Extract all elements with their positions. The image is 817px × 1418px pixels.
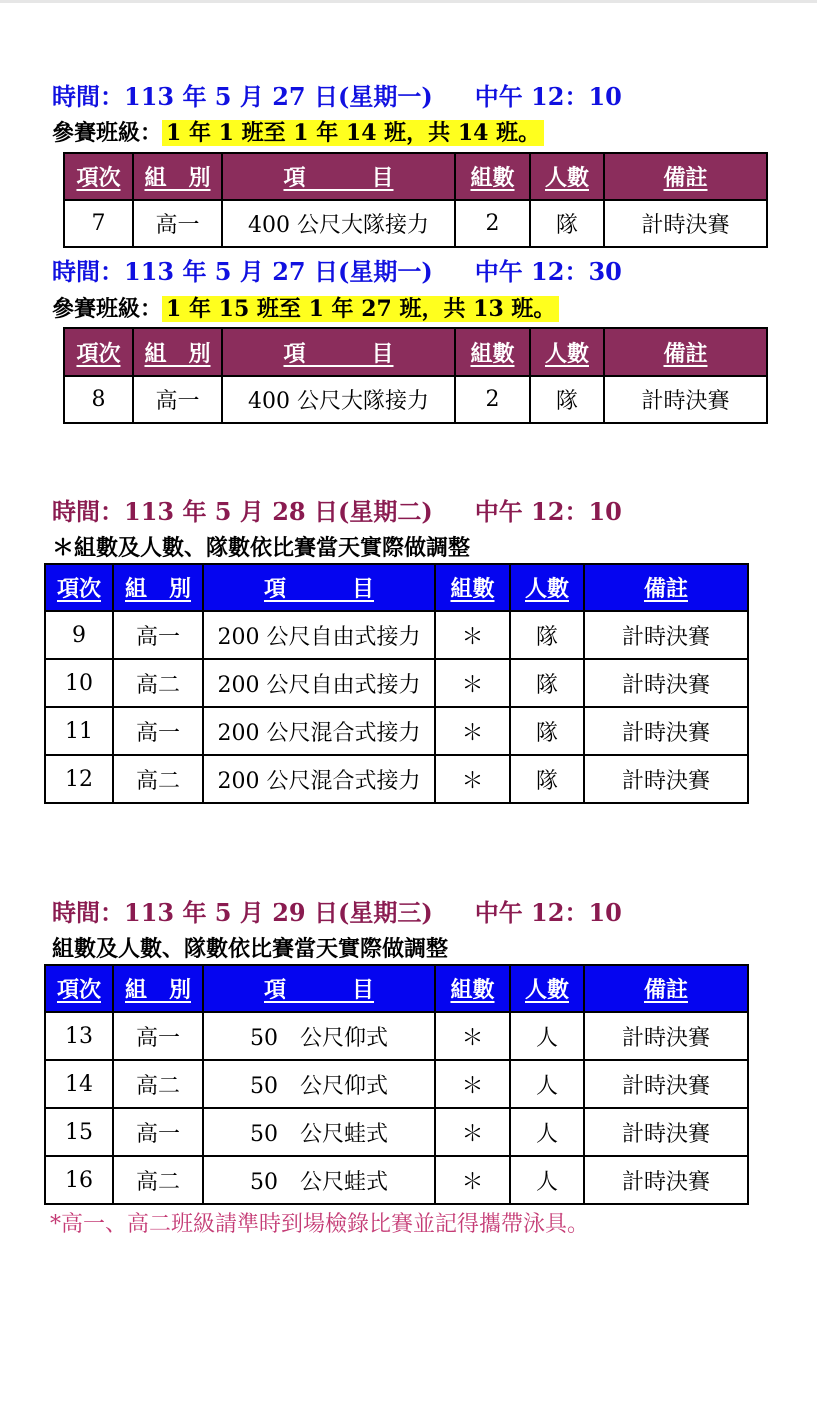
table-cell: 人 — [510, 1012, 584, 1060]
section2-time-heading — [52, 257, 622, 287]
table-cell: 50 公尺蛙式 — [203, 1108, 435, 1156]
table-cell: 200 公尺自由式接力 — [203, 611, 435, 659]
table-row — [64, 200, 767, 247]
table-row — [45, 707, 748, 755]
section4-time: 時間：113 年 5 月 29 日(星期三) — [52, 898, 433, 927]
section1-noon: 中午 12：10 — [474, 82, 622, 111]
table-cell: 計時決賽 — [584, 611, 748, 659]
table-cell: 200 公尺混合式接力 — [203, 707, 435, 755]
table-header-row — [45, 564, 748, 611]
footer-note: *高一、高二班級請準時到場檢錄比賽並記得攜帶泳具。 — [50, 1212, 590, 1237]
header-cell: 組數 — [455, 153, 530, 200]
table-cell: ＊ — [435, 1012, 510, 1060]
header-cell: 組數 — [435, 564, 510, 611]
section3-time-heading — [52, 497, 622, 527]
table-cell: 2 — [455, 376, 530, 423]
table-row — [45, 755, 748, 803]
table-cell: 200 公尺混合式接力 — [203, 755, 435, 803]
table-cell: 8 — [64, 376, 133, 423]
section1-participants — [52, 119, 544, 147]
section4-time-heading — [52, 898, 622, 928]
header-cell: 人數 — [510, 564, 584, 611]
table-cell: 計時決賽 — [584, 1156, 748, 1204]
table-cell: 隊 — [510, 755, 584, 803]
table-cell: 50 公尺仰式 — [203, 1012, 435, 1060]
table-cell: 高二 — [113, 659, 203, 707]
table-cell: ＊ — [435, 659, 510, 707]
table-cell: 隊 — [510, 659, 584, 707]
table-row — [45, 1060, 748, 1108]
table-cell: ＊ — [435, 1156, 510, 1204]
section2-table — [63, 327, 768, 424]
section2-time: 時間：113 年 5 月 27 日(星期一) — [52, 257, 433, 286]
table-cell: 12 — [45, 755, 113, 803]
section4-note: 組數及人數、隊數依比賽當天實際做調整 — [52, 936, 449, 962]
table-row — [64, 376, 767, 423]
table-row — [45, 1108, 748, 1156]
table-cell: 人 — [510, 1108, 584, 1156]
table-cell: 400 公尺大隊接力 — [222, 376, 455, 423]
header-cell: 人數 — [530, 328, 604, 376]
table-cell: 16 — [45, 1156, 113, 1204]
header-cell: 項 目 — [222, 153, 455, 200]
section4-noon: 中午 12：10 — [474, 898, 622, 927]
header-cell: 備註 — [584, 564, 748, 611]
header-cell: 項 目 — [203, 564, 435, 611]
header-cell: 組數 — [455, 328, 530, 376]
header-cell: 項次 — [64, 328, 133, 376]
top-divider — [0, 0, 817, 3]
table-cell: 計時決賽 — [604, 376, 767, 423]
table-header-row — [64, 328, 767, 376]
header-cell: 組 別 — [133, 153, 222, 200]
table-cell: 11 — [45, 707, 113, 755]
table-cell: 高二 — [113, 1156, 203, 1204]
section1-participants-value: 1 年 1 班至 1 年 14 班，共 14 班。 — [162, 120, 544, 146]
header-cell: 人數 — [510, 965, 584, 1012]
header-cell: 備註 — [604, 153, 767, 200]
header-cell: 組數 — [435, 965, 510, 1012]
table-cell: ＊ — [435, 1108, 510, 1156]
header-cell: 項次 — [64, 153, 133, 200]
header-cell: 項次 — [45, 965, 113, 1012]
table-cell: 高一 — [113, 1108, 203, 1156]
table-cell: 50 公尺仰式 — [203, 1060, 435, 1108]
header-cell: 組 別 — [133, 328, 222, 376]
table-cell: 高一 — [133, 200, 222, 247]
section3-table — [44, 563, 749, 804]
table-cell: 計時決賽 — [584, 755, 748, 803]
table-cell: 計時決賽 — [584, 1012, 748, 1060]
table-cell: 14 — [45, 1060, 113, 1108]
table-cell: 高一 — [133, 376, 222, 423]
table-header-row — [64, 153, 767, 200]
table-cell: 200 公尺自由式接力 — [203, 659, 435, 707]
table-cell: 高一 — [113, 707, 203, 755]
section2-participants-value: 1 年 15 班至 1 年 27 班，共 13 班。 — [162, 296, 559, 322]
table-cell: 50 公尺蛙式 — [203, 1156, 435, 1204]
table-cell: 13 — [45, 1012, 113, 1060]
section2-participants-label: 參賽班級： — [52, 296, 163, 322]
section2-noon: 中午 12：30 — [474, 257, 622, 286]
header-cell: 項 目 — [222, 328, 455, 376]
header-cell: 備註 — [604, 328, 767, 376]
table-cell: 人 — [510, 1060, 584, 1108]
table-row — [45, 1156, 748, 1204]
table-cell: 隊 — [530, 200, 604, 247]
section1-table — [63, 152, 768, 248]
section1-time-heading — [52, 82, 622, 112]
section1-participants-label: 參賽班級： — [52, 120, 163, 146]
table-cell: ＊ — [435, 611, 510, 659]
table-cell: 高二 — [113, 1060, 203, 1108]
header-cell: 人數 — [530, 153, 604, 200]
header-cell: 項 目 — [203, 965, 435, 1012]
table-cell: 人 — [510, 1156, 584, 1204]
table-row — [45, 659, 748, 707]
table-cell: 隊 — [510, 707, 584, 755]
table-cell: 隊 — [510, 611, 584, 659]
section4-table — [44, 964, 749, 1205]
table-cell: 高一 — [113, 1012, 203, 1060]
table-cell: 高二 — [113, 755, 203, 803]
section1-time: 時間：113 年 5 月 27 日(星期一) — [52, 82, 433, 111]
table-cell: 計時決賽 — [584, 659, 748, 707]
table-cell: 計時決賽 — [584, 707, 748, 755]
header-cell: 組 別 — [113, 965, 203, 1012]
table-cell: ＊ — [435, 707, 510, 755]
table-cell: 計時決賽 — [604, 200, 767, 247]
table-cell: 7 — [64, 200, 133, 247]
header-cell: 項次 — [45, 564, 113, 611]
section2-participants — [52, 295, 559, 323]
table-row — [45, 1012, 748, 1060]
table-cell: 10 — [45, 659, 113, 707]
table-cell: 高一 — [113, 611, 203, 659]
table-cell: ＊ — [435, 1060, 510, 1108]
table-cell: 400 公尺大隊接力 — [222, 200, 455, 247]
table-cell: 9 — [45, 611, 113, 659]
section3-time: 時間：113 年 5 月 28 日(星期二) — [52, 497, 433, 526]
header-cell: 備註 — [584, 965, 748, 1012]
table-cell: 隊 — [530, 376, 604, 423]
table-header-row — [45, 965, 748, 1012]
section3-noon: 中午 12：10 — [474, 497, 622, 526]
table-cell: 2 — [455, 200, 530, 247]
table-row — [45, 611, 748, 659]
table-cell: 計時決賽 — [584, 1108, 748, 1156]
table-cell: 計時決賽 — [584, 1060, 748, 1108]
table-cell: ＊ — [435, 755, 510, 803]
table-cell: 15 — [45, 1108, 113, 1156]
section3-note: ＊組數及人數、隊數依比賽當天實際做調整 — [52, 535, 471, 561]
header-cell: 組 別 — [113, 564, 203, 611]
